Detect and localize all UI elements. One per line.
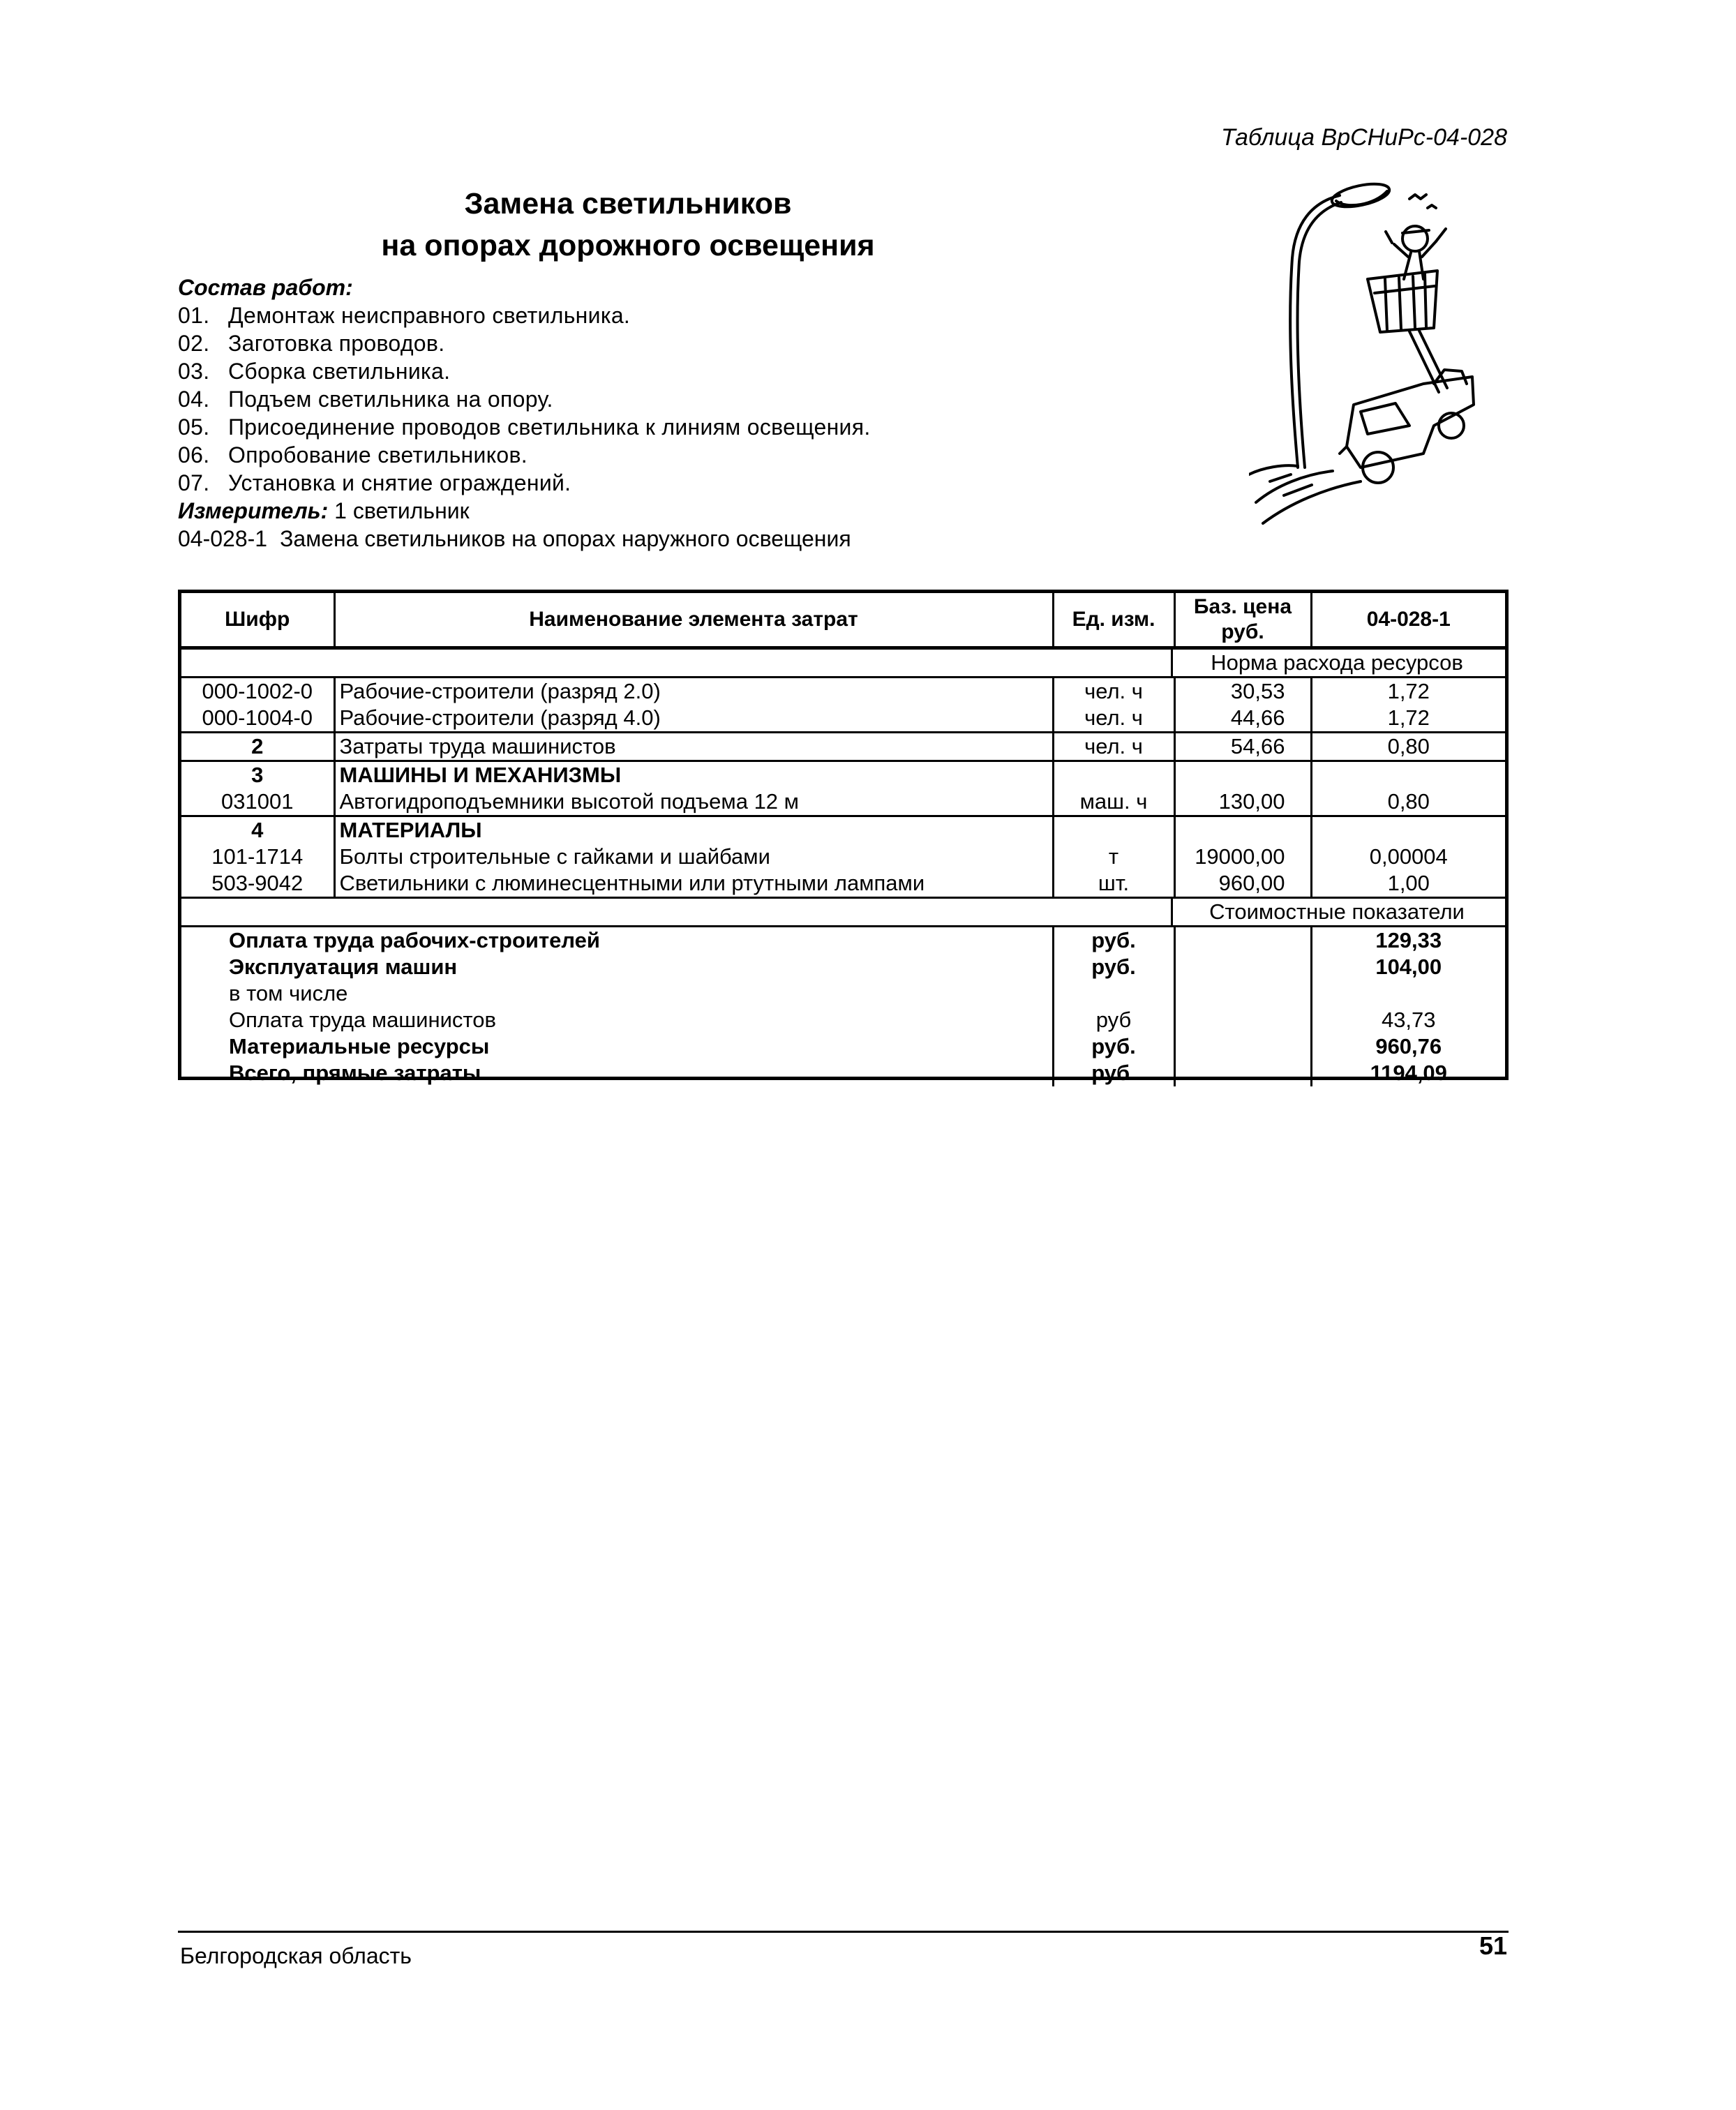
table-row: Оплата труда рабочих-строителей руб. 129,33	[181, 927, 1505, 955]
item-title: Замена светильников на опорах наружного освещения	[280, 526, 851, 551]
item-code: 04-028-1	[178, 526, 268, 551]
header-name: Наименование элемента затрат	[334, 593, 1053, 648]
table-row: в том числе	[181, 980, 1505, 1007]
street-light-lift-illustration	[1249, 174, 1479, 530]
list-item: 06. Опробование светильников.	[178, 442, 527, 467]
section-resources-row	[181, 648, 1505, 678]
measure-value: 1 светильник	[334, 498, 470, 523]
measure-line	[178, 497, 1239, 525]
table-row: 2 Затраты труда машинистов чел. ч 54,66 0,80	[181, 733, 1505, 761]
cost-table	[178, 590, 1509, 1085]
list-item: 02. Заготовка проводов.	[178, 331, 445, 356]
table-header-row	[181, 593, 1505, 648]
table-row: 101-1714 Болты строительные с гайками и шайбами т 19000,00 0,00004	[181, 844, 1505, 870]
page-number: 51	[1479, 1931, 1507, 1960]
header-code: Шифр	[181, 593, 334, 648]
work-composition	[178, 274, 1239, 553]
footer-divider	[178, 1931, 1509, 1933]
header-price: Баз. цена руб.	[1174, 593, 1311, 648]
header-unit: Ед. изм.	[1053, 593, 1174, 648]
list-item: 04. Подъем светильника на опору.	[178, 387, 553, 412]
list-item: 01. Демонтаж неисправного светильника.	[178, 303, 631, 328]
table-row: 3 МАШИНЫ И МЕХАНИЗМЫ	[181, 761, 1505, 789]
table-row: 503-9042 Светильники с люминесцентными или ртутными лампами шт. 960,00 1,00	[181, 870, 1505, 898]
section-costs-row	[181, 898, 1505, 927]
title-line-1: Замена светильников	[464, 187, 792, 220]
table-row: 000-1002-0 Рабочие-строители (разряд 2.0) чел. ч 30,53 1,72	[181, 678, 1505, 705]
table-row: 000-1004-0 Рабочие-строители (разряд 4.0) чел. ч 44,66 1,72	[181, 705, 1505, 733]
page-title	[265, 183, 991, 267]
table-reference: Таблица ВрСНиРс-04-028	[1220, 124, 1507, 151]
table-row: Оплата труда машинистов руб 43,73	[181, 1007, 1505, 1033]
table-row: 4 МАТЕРИАЛЫ	[181, 816, 1505, 844]
title-line-2: на опорах дорожного освещения	[381, 229, 875, 262]
section-resources-label: Норма расхода ресурсов	[1171, 650, 1501, 676]
header-norm: 04-028-1	[1311, 593, 1505, 648]
list-item: 03. Сборка светильника.	[178, 359, 451, 384]
footer-region: Белгородская область	[180, 1943, 412, 1968]
measure-label: Измеритель:	[178, 498, 329, 523]
table-row: 031001 Автогидроподъемники высотой подъема 12 м маш. ч 130,00 0,80	[181, 788, 1505, 816]
item-title-line	[178, 525, 1239, 553]
list-item: 05. Присоединение проводов светильника к линиям освещения.	[178, 414, 871, 440]
table-row: Материальные ресурсы руб. 960,76	[181, 1033, 1505, 1060]
list-item: 07. Установка и снятие ограждений.	[178, 470, 571, 495]
section-costs-label: Стоимостные показатели	[1171, 899, 1501, 925]
composition-heading: Состав работ:	[178, 275, 353, 300]
table-row: Эксплуатация машин руб. 104,00	[181, 954, 1505, 980]
table-row: Всего, прямые затраты руб. 1194,09	[181, 1060, 1505, 1086]
